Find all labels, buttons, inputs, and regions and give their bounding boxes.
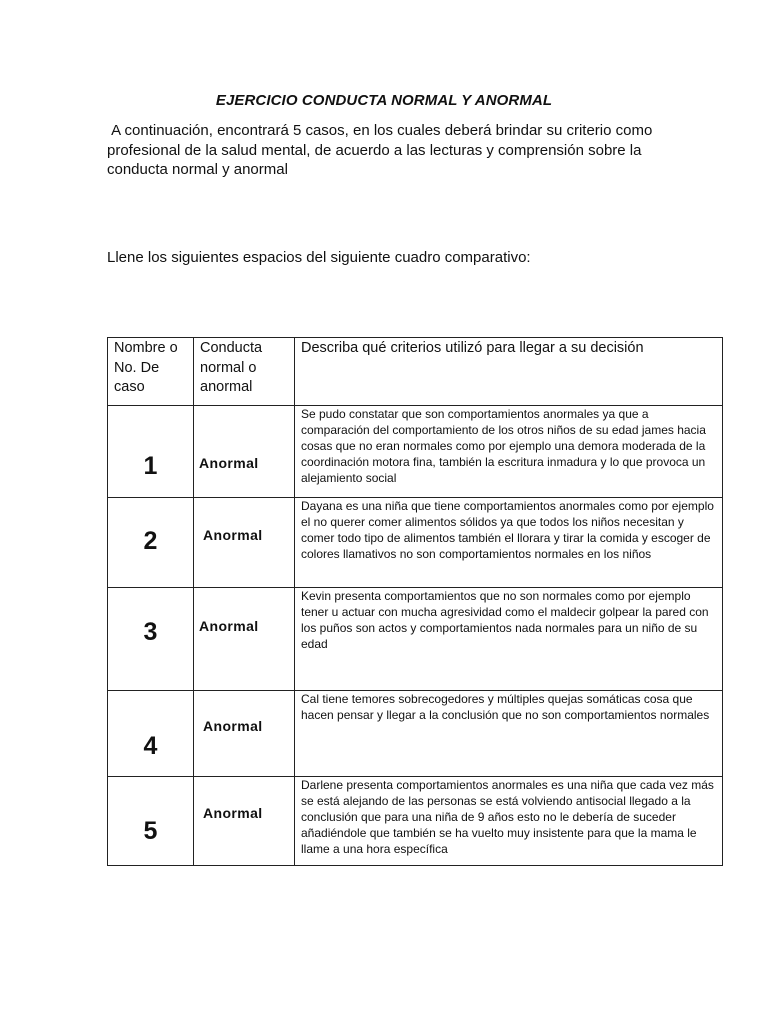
comparison-table	[107, 337, 723, 866]
case-number: 3	[143, 618, 158, 646]
table-row	[108, 691, 723, 777]
table-row	[108, 588, 723, 691]
description-cell	[295, 691, 723, 777]
verdict: Anormal	[199, 455, 259, 471]
verdict: Anormal	[203, 527, 263, 543]
table-row	[108, 498, 723, 588]
table-header-row	[108, 338, 723, 406]
case-description: Se pudo constatar que son comportamientos anormales ya que a comparación del comportamiento de los otros niños de su edad james hacia cosas que no eran normales como por ejemplo una demora moderada de la coordinación motora fina, también la escritura inmadura y lo que provoca un alejamiento social	[301, 407, 706, 485]
verdict-cell	[194, 498, 295, 588]
case-number-cell	[108, 777, 194, 866]
case-description: Dayana es una niña que tiene comportamientos anormales como por ejemplo el no querer comer alimentos sólidos ya que todos los niños necesitan y comer todo tipo de alimentos también el llorara y tirar la comida y escoger de colores llamativos no son comportamientos normales en los niños	[301, 499, 714, 561]
header-conduct: Conducta normal o anormal	[194, 338, 295, 406]
case-number: 5	[143, 817, 158, 845]
case-description: Darlene presenta comportamientos anormales es una niña que cada vez más se está alejando de las personas se está volviendo antisocial llegado a la conclusión que para una niña de 9 años esto no le debería de suceder añadiéndole que también se ha vuelto muy insistente para que la mama le llame a una hora específica	[301, 778, 714, 856]
case-number-cell	[108, 691, 194, 777]
description-cell	[295, 406, 723, 498]
case-description: Kevin presenta comportamientos que no son normales como por ejemplo tener u actuar con mucha agresividad como el maldecir golpear la pared con los puños son actos y comportamientos nada normales para un niño de su edad	[301, 589, 709, 651]
header-case: Nombre o No. De caso	[108, 338, 194, 406]
case-number-cell	[108, 406, 194, 498]
verdict: Anormal	[199, 618, 259, 634]
case-number: 2	[143, 527, 158, 555]
verdict-cell	[194, 406, 295, 498]
case-number-cell	[108, 498, 194, 588]
verdict-cell	[194, 691, 295, 777]
description-cell	[295, 588, 723, 691]
description-cell	[295, 498, 723, 588]
case-number: 1	[143, 452, 158, 480]
document-title: EJERCICIO CONDUCTA NORMAL Y ANORMAL	[215, 92, 553, 109]
table-row	[108, 406, 723, 498]
description-cell	[295, 777, 723, 866]
instruction-text: Llene los siguientes espacios del siguiente cuadro comparativo:	[107, 249, 531, 266]
verdict: Anormal	[203, 805, 263, 821]
verdict-cell	[194, 777, 295, 866]
case-description: Cal tiene temores sobrecogedores y múltiples quejas somáticas cosa que hacen pensar y llegar a la conclusión que no son comportamientos normales	[301, 692, 710, 722]
header-criteria: Describa qué criterios utilizó para llegar a su decisión	[295, 338, 723, 406]
case-number: 4	[143, 732, 158, 760]
verdict: Anormal	[203, 718, 263, 734]
intro-paragraph: A continuación, encontrará 5 casos, en los cuales deberá brindar su criterio como profesional de la salud mental, de acuerdo a las lecturas y comprensión sobre la conducta normal y anormal	[107, 122, 657, 178]
table-row	[108, 777, 723, 866]
verdict-cell	[194, 588, 295, 691]
case-number-cell	[108, 588, 194, 691]
